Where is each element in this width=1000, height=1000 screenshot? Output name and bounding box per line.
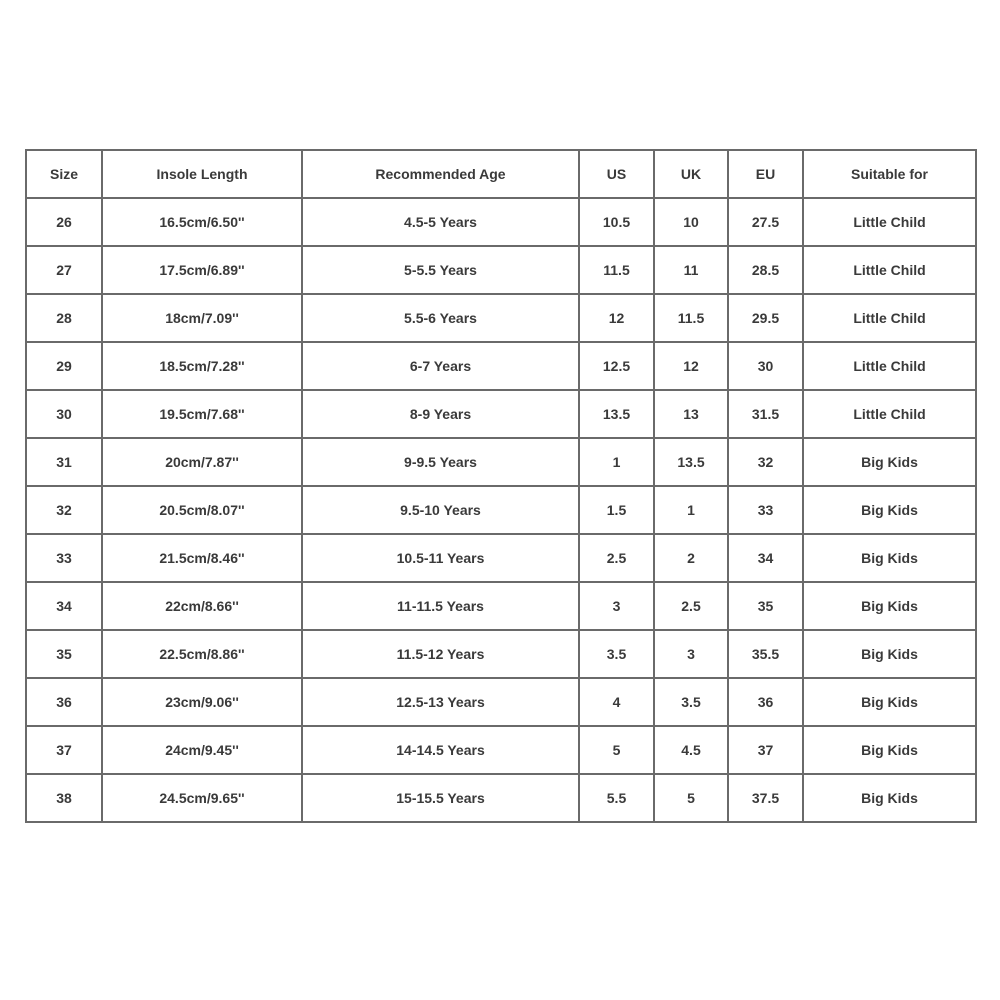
us-cell: 13.5 xyxy=(579,390,654,438)
us-cell: 12 xyxy=(579,294,654,342)
size-cell: 26 xyxy=(26,198,102,246)
suitable-for-cell: Big Kids xyxy=(803,582,976,630)
us-cell: 5 xyxy=(579,726,654,774)
us-cell: 3 xyxy=(579,582,654,630)
recommended-age-cell: 9-9.5 Years xyxy=(302,438,579,486)
header-eu: EU xyxy=(728,150,803,198)
recommended-age-cell: 14-14.5 Years xyxy=(302,726,579,774)
table-row xyxy=(26,486,976,534)
insole-length-cell: 22.5cm/8.86'' xyxy=(102,630,302,678)
suitable-for-cell: Little Child xyxy=(803,342,976,390)
suitable-for-cell: Little Child xyxy=(803,198,976,246)
suitable-for-cell: Little Child xyxy=(803,294,976,342)
recommended-age-cell: 9.5-10 Years xyxy=(302,486,579,534)
eu-cell: 34 xyxy=(728,534,803,582)
recommended-age-cell: 5.5-6 Years xyxy=(302,294,579,342)
table-row xyxy=(26,774,976,822)
uk-cell: 13 xyxy=(654,390,728,438)
uk-cell: 3.5 xyxy=(654,678,728,726)
uk-cell: 5 xyxy=(654,774,728,822)
header-suitable-for: Suitable for xyxy=(803,150,976,198)
table-row xyxy=(26,534,976,582)
uk-cell: 2 xyxy=(654,534,728,582)
uk-cell: 2.5 xyxy=(654,582,728,630)
eu-cell: 27.5 xyxy=(728,198,803,246)
insole-length-cell: 19.5cm/7.68'' xyxy=(102,390,302,438)
size-cell: 35 xyxy=(26,630,102,678)
uk-cell: 10 xyxy=(654,198,728,246)
table-row xyxy=(26,246,976,294)
recommended-age-cell: 5-5.5 Years xyxy=(302,246,579,294)
recommended-age-cell: 4.5-5 Years xyxy=(302,198,579,246)
eu-cell: 35.5 xyxy=(728,630,803,678)
suitable-for-cell: Big Kids xyxy=(803,534,976,582)
us-cell: 1 xyxy=(579,438,654,486)
size-chart-table xyxy=(25,149,977,823)
size-cell: 32 xyxy=(26,486,102,534)
eu-cell: 36 xyxy=(728,678,803,726)
recommended-age-cell: 6-7 Years xyxy=(302,342,579,390)
us-cell: 5.5 xyxy=(579,774,654,822)
insole-length-cell: 22cm/8.66'' xyxy=(102,582,302,630)
size-cell: 28 xyxy=(26,294,102,342)
us-cell: 1.5 xyxy=(579,486,654,534)
size-cell: 37 xyxy=(26,726,102,774)
eu-cell: 30 xyxy=(728,342,803,390)
table-row xyxy=(26,198,976,246)
suitable-for-cell: Big Kids xyxy=(803,486,976,534)
size-cell: 38 xyxy=(26,774,102,822)
table-body xyxy=(26,198,976,822)
us-cell: 10.5 xyxy=(579,198,654,246)
insole-length-cell: 21.5cm/8.46'' xyxy=(102,534,302,582)
recommended-age-cell: 11.5-12 Years xyxy=(302,630,579,678)
recommended-age-cell: 10.5-11 Years xyxy=(302,534,579,582)
recommended-age-cell: 11-11.5 Years xyxy=(302,582,579,630)
size-cell: 33 xyxy=(26,534,102,582)
header-uk: UK xyxy=(654,150,728,198)
suitable-for-cell: Little Child xyxy=(803,390,976,438)
us-cell: 3.5 xyxy=(579,630,654,678)
insole-length-cell: 24.5cm/9.65'' xyxy=(102,774,302,822)
header-row xyxy=(26,150,976,198)
insole-length-cell: 18cm/7.09'' xyxy=(102,294,302,342)
size-cell: 27 xyxy=(26,246,102,294)
uk-cell: 3 xyxy=(654,630,728,678)
insole-length-cell: 18.5cm/7.28'' xyxy=(102,342,302,390)
header-us: US xyxy=(579,150,654,198)
table-row xyxy=(26,438,976,486)
eu-cell: 28.5 xyxy=(728,246,803,294)
suitable-for-cell: Big Kids xyxy=(803,630,976,678)
table-row xyxy=(26,294,976,342)
uk-cell: 11 xyxy=(654,246,728,294)
size-cell: 34 xyxy=(26,582,102,630)
eu-cell: 37 xyxy=(728,726,803,774)
suitable-for-cell: Big Kids xyxy=(803,438,976,486)
table-row xyxy=(26,726,976,774)
uk-cell: 4.5 xyxy=(654,726,728,774)
insole-length-cell: 20cm/7.87'' xyxy=(102,438,302,486)
eu-cell: 32 xyxy=(728,438,803,486)
table-row xyxy=(26,582,976,630)
suitable-for-cell: Big Kids xyxy=(803,726,976,774)
recommended-age-cell: 8-9 Years xyxy=(302,390,579,438)
us-cell: 2.5 xyxy=(579,534,654,582)
us-cell: 12.5 xyxy=(579,342,654,390)
recommended-age-cell: 12.5-13 Years xyxy=(302,678,579,726)
insole-length-cell: 24cm/9.45'' xyxy=(102,726,302,774)
uk-cell: 12 xyxy=(654,342,728,390)
uk-cell: 11.5 xyxy=(654,294,728,342)
table-row xyxy=(26,390,976,438)
size-cell: 29 xyxy=(26,342,102,390)
table-row xyxy=(26,630,976,678)
header-insole-length: Insole Length xyxy=(102,150,302,198)
eu-cell: 35 xyxy=(728,582,803,630)
suitable-for-cell: Big Kids xyxy=(803,774,976,822)
uk-cell: 13.5 xyxy=(654,438,728,486)
eu-cell: 33 xyxy=(728,486,803,534)
recommended-age-cell: 15-15.5 Years xyxy=(302,774,579,822)
suitable-for-cell: Big Kids xyxy=(803,678,976,726)
header-size: Size xyxy=(26,150,102,198)
size-cell: 36 xyxy=(26,678,102,726)
us-cell: 11.5 xyxy=(579,246,654,294)
table-row xyxy=(26,342,976,390)
table-row xyxy=(26,678,976,726)
uk-cell: 1 xyxy=(654,486,728,534)
header-recommended-age: Recommended Age xyxy=(302,150,579,198)
eu-cell: 31.5 xyxy=(728,390,803,438)
eu-cell: 29.5 xyxy=(728,294,803,342)
us-cell: 4 xyxy=(579,678,654,726)
insole-length-cell: 20.5cm/8.07'' xyxy=(102,486,302,534)
suitable-for-cell: Little Child xyxy=(803,246,976,294)
insole-length-cell: 17.5cm/6.89'' xyxy=(102,246,302,294)
eu-cell: 37.5 xyxy=(728,774,803,822)
insole-length-cell: 16.5cm/6.50'' xyxy=(102,198,302,246)
insole-length-cell: 23cm/9.06'' xyxy=(102,678,302,726)
size-cell: 30 xyxy=(26,390,102,438)
size-cell: 31 xyxy=(26,438,102,486)
